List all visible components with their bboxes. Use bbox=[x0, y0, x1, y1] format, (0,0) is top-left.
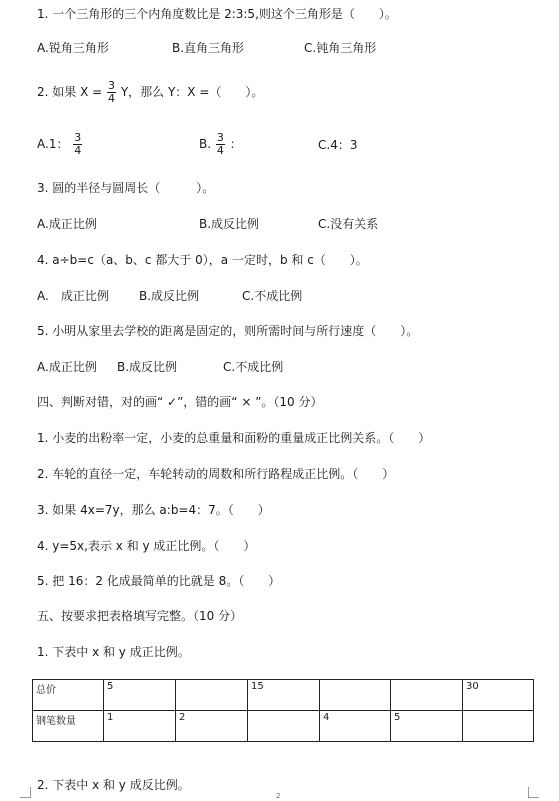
section4-item-5: 5. 把 16：2 化成最简单的比就是 8。（ ） bbox=[37, 574, 281, 588]
section4-item-4: 4. y=5x,表示 x 和 y 成正比例。（ ） bbox=[37, 539, 256, 553]
fraction-denominator: 4 bbox=[74, 144, 82, 157]
page-corner-mark bbox=[20, 787, 31, 798]
section4-title: 四、判断对错，对的画“ ✓”，错的画“ × ”。（10 分） bbox=[37, 395, 323, 409]
q5-option-b: B.成反比例 bbox=[117, 360, 178, 374]
table-row bbox=[33, 711, 534, 742]
q2-stem-end: Y，那么 Y：X =（ ）。 bbox=[120, 85, 264, 99]
section4-item-1: 1. 小麦的出粉率一定，小麦的总重量和面粉的重量成正比例关系。（ ） bbox=[37, 431, 431, 445]
q5-option-a: A.成正比例 bbox=[37, 360, 97, 374]
q2-stem-fraction bbox=[107, 80, 116, 105]
q2-option-a-prefix: A.1： bbox=[37, 137, 69, 151]
section4-item-2: 2. 车轮的直径一定，车轮转动的周数和所行路程成正比例。（ ） bbox=[37, 467, 395, 481]
section4-item-3: 3. 如果 4x=7y，那么 a:b=4：7。（ ） bbox=[37, 503, 270, 517]
q4-option-b: B.成反比例 bbox=[139, 289, 200, 303]
q2-stem-start: 2. 如果 X = bbox=[37, 85, 103, 99]
section5-sub2: 2. 下表中 x 和 y 成反比例。 bbox=[37, 778, 190, 792]
table-row bbox=[33, 680, 534, 711]
table-cell[interactable] bbox=[391, 680, 463, 711]
q1-option-a: A.锐角三角形 bbox=[37, 41, 109, 55]
q1-stem: 1. 一个三角形的三个内角度数比是 2:3:5,则这个三角形是（ ）。 bbox=[37, 7, 397, 21]
q2-option-a-fraction bbox=[73, 132, 82, 157]
proportion-table bbox=[32, 679, 534, 742]
q3-stem: 3. 圆的半径与圆周长（ ）。 bbox=[37, 181, 215, 195]
q4-option-c: C.不成比例 bbox=[242, 289, 303, 303]
q1-option-c: C.钝角三角形 bbox=[304, 41, 377, 55]
table-row-label: 钢笔数量 bbox=[33, 711, 104, 742]
page-number: 2 bbox=[276, 792, 281, 800]
page-corner-mark bbox=[528, 787, 539, 798]
q1-option-b: B.直角三角形 bbox=[172, 41, 245, 55]
fraction-numerator: 3 bbox=[108, 79, 115, 92]
table-row-label: 总价 bbox=[33, 680, 104, 711]
q5-stem: 5. 小明从家里去学校的距离是固定的，则所需时间与所行速度（ ）。 bbox=[37, 324, 419, 338]
table-cell[interactable] bbox=[320, 680, 391, 711]
fraction-denominator: 4 bbox=[216, 144, 224, 157]
q3-option-c: C.没有关系 bbox=[318, 217, 379, 231]
q2-option-c: C.4：3 bbox=[318, 138, 358, 152]
section5-title: 五、按要求把表格填写完整。（10 分） bbox=[37, 609, 243, 623]
q3-option-a: A.成正比例 bbox=[37, 217, 97, 231]
q4-stem: 4. a÷b=c（a、b、c 都大于 0），a 一定时，b 和 c（ ）。 bbox=[37, 253, 368, 267]
table-cell[interactable] bbox=[248, 711, 320, 742]
fraction-numerator: 3 bbox=[74, 131, 82, 144]
q3-option-b: B.成反比例 bbox=[199, 217, 260, 231]
table-cell[interactable]: 1 bbox=[104, 711, 176, 742]
table-cell[interactable]: 15 bbox=[248, 680, 320, 711]
table-cell[interactable]: 2 bbox=[176, 711, 248, 742]
q4-option-a: A. 成正比例 bbox=[37, 289, 109, 303]
table-cell[interactable] bbox=[176, 680, 248, 711]
table-cell[interactable]: 30 bbox=[463, 680, 534, 711]
q2-option-b bbox=[199, 132, 242, 157]
table-cell[interactable]: 5 bbox=[391, 711, 463, 742]
fraction-numerator: 3 bbox=[216, 131, 224, 144]
table-cell[interactable]: 5 bbox=[104, 680, 176, 711]
q2-option-b-fraction bbox=[216, 132, 225, 157]
table-cell[interactable] bbox=[463, 711, 534, 742]
fraction-denominator: 4 bbox=[108, 92, 115, 105]
section5-sub1: 1. 下表中 x 和 y 成正比例。 bbox=[37, 645, 190, 659]
q2-stem bbox=[37, 80, 263, 105]
table-cell[interactable]: 4 bbox=[320, 711, 391, 742]
q5-option-c: C.不成比例 bbox=[223, 360, 284, 374]
q2-option-a bbox=[37, 132, 83, 157]
q2-option-b-suffix: ： bbox=[229, 137, 242, 151]
q2-option-b-prefix: B. bbox=[199, 137, 212, 151]
